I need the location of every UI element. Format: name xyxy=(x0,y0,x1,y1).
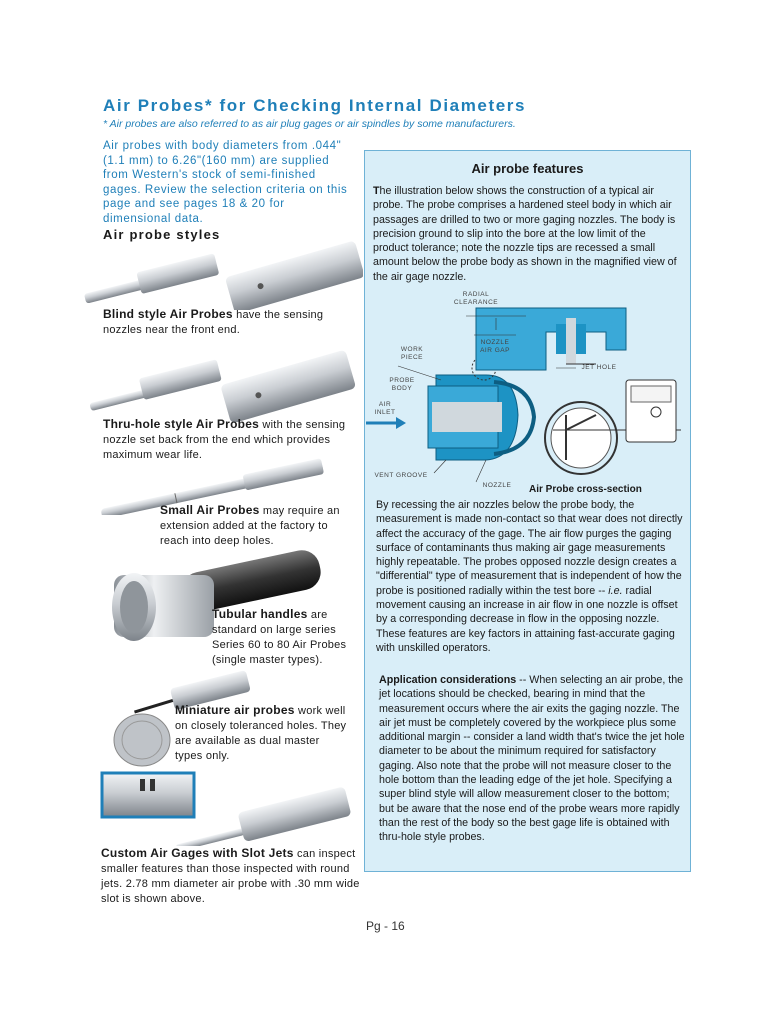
styles-heading: Air probe styles xyxy=(103,227,221,242)
thru-caption: Thru-hole style Air Probes with the sensing nozzle set back from the end which provides maximum wear life. xyxy=(103,417,346,461)
features-para-1: The illustration below shows the construction of a typical air probe. The probe comprises a hardened steel body in which air passages are drilled to two or more gaging nozzles. The body is precision ground to slip into the bore at the low limit of the product tolerance; note the nozzle tips are recessed a small amount below the probe body as shown in the magnified view of the air gage nozzle. xyxy=(373,185,677,283)
features-heading: Air probe features xyxy=(471,161,584,176)
label-air-inlet: AIR INLET xyxy=(374,401,396,416)
label-nozzle: NOZZLE xyxy=(482,482,512,489)
label-probe-body: PROBE BODY xyxy=(389,377,415,392)
mini-caption: Miniature air probes work well on closely toleranced holes. They are available as dual master types only. xyxy=(175,703,347,762)
features-para-3: Application considerations -- When selecting an air probe, the jet locations should be checked, bearing in mind that the measurement occurs where the air exits the gaging nozzle. The air jet must be completely covered by the workpiece plus some additional margin -- consider a land width that's twice the jet hole diameter to be about the minimum required for satisfactory gaging. Also note that the probe will not measure closer to the hole bottom than the leading edge of the jet hole. Specifying a super blind style will allow measurement closer to the bottom; but be aware that the nose end of the probe wears more rapidly than the rest of the body so the best gage life is obtained with thru-hole style probes. xyxy=(379,674,685,844)
label-nozzle-air-gap: NOZZLE AIR GAP xyxy=(480,339,510,354)
cross-section-caption: Air Probe cross-section xyxy=(529,484,642,495)
tubular-caption: Tubular handles are standard on large series Series 60 to 80 Air Probes (single master types). xyxy=(212,607,347,666)
blind-probe-photo xyxy=(78,238,363,310)
label-radial-clearance: RADIAL CLEARANCE xyxy=(453,291,499,306)
custom-caption: Custom Air Gages with Slot Jets can inspect smaller features than those inspected with round jets. 2.78 mm diameter air probe with .30 mm wide slot is shown above. xyxy=(101,846,360,905)
features-para-2: By recessing the air nozzles below the probe body, the measurement is made non-contact so that wear does not directly affect the accuracy of the gage. The air flow purges the gaging surface of contaminants thus making air gage measurements highly repeatable. The probes opposed nozzle design creates a "differential" type of measurement that is independent of how the probe is positioned radially within the test bore -- i.e. radial movement causing an increase in air flow in one nozzle is offset by a corresponding decrease in flow in the opposing nozzle. These features are key factors in attaining fast-accurate gaging with unskilled operators. xyxy=(376,499,683,654)
page-subtitle: * Air probes are also referred to as air plug gages or air spindles by some manufacturers. xyxy=(103,118,516,130)
slot-jet-photo xyxy=(100,771,355,846)
label-jet-hole: JET HOLE xyxy=(581,364,617,371)
intro-text: Air probes with body diameters from .044"(1.1 mm) to 6.26"(160 mm) are supplied from Western's stock of semi-finished gages. Review the selection criteria on this page and see pages 18 & 20 for dimensional data. xyxy=(103,140,348,225)
thru-probe-photo xyxy=(80,342,360,422)
page-number: Pg - 16 xyxy=(366,919,405,933)
blind-caption: Blind style Air Probes have the sensing nozzles near the front end. xyxy=(103,307,324,336)
label-vent-groove: VENT GROOVE xyxy=(374,472,428,479)
small-caption: Small Air Probes may require an extension added at the factory to reach into deep holes. xyxy=(160,503,340,547)
label-work-piece: WORK PIECE xyxy=(400,346,424,361)
page-title: Air Probes* for Checking Internal Diameters xyxy=(103,96,527,115)
